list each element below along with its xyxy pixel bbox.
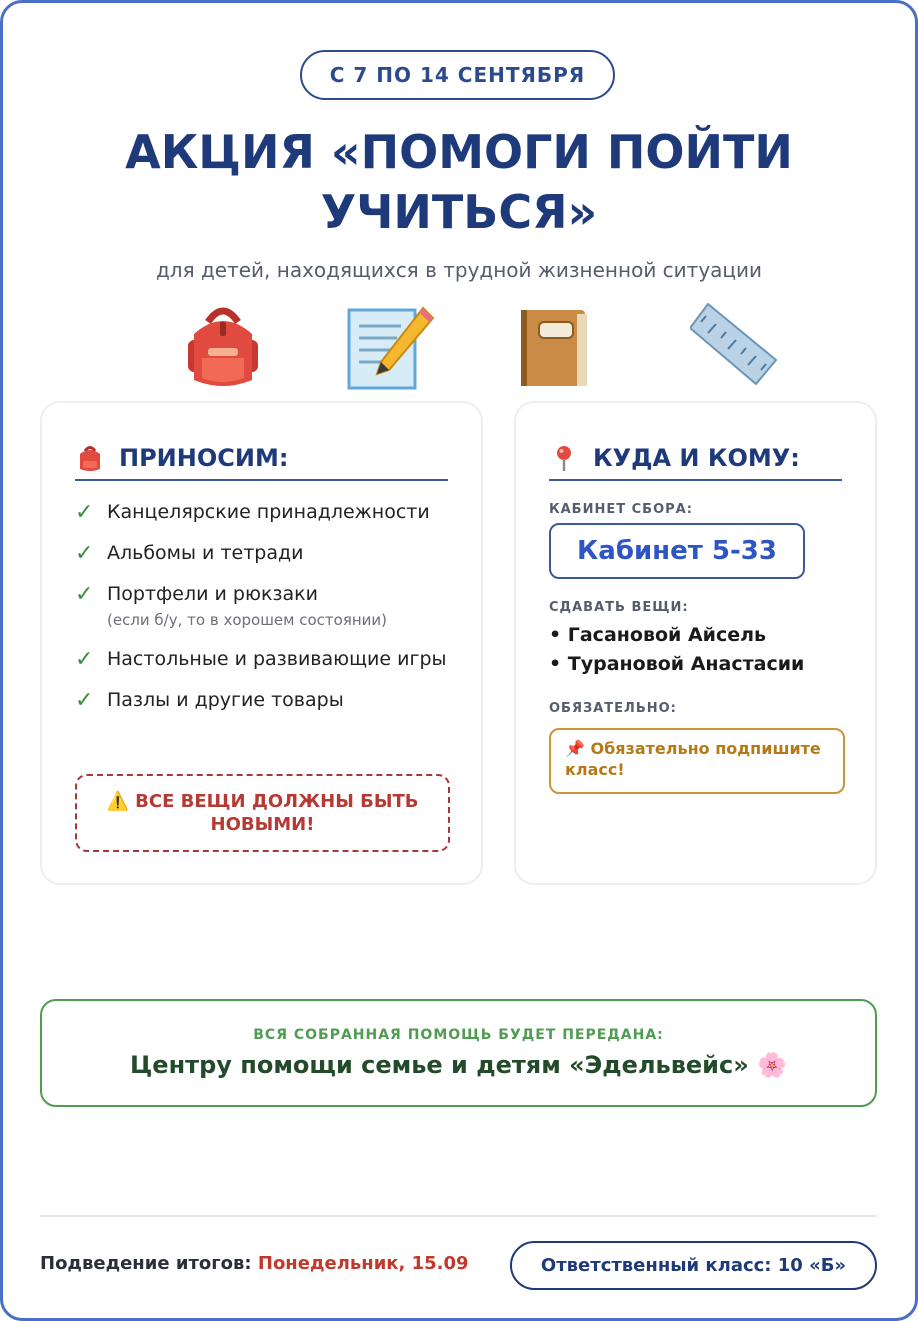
results-line: Подведение итогов: Понедельник, 15.09	[40, 1253, 469, 1274]
page-subtitle: для детей, находящихся в трудной жизненной ситуации	[155, 258, 763, 282]
page-title: АКЦИЯ «ПОМОГИ ПОЙТИ УЧИТЬСЯ»	[125, 125, 793, 239]
new-items-warning: ⚠️ ВСЕ ВЕЩИ ДОЛЖНЫ БЫТЬ НОВЫМИ!	[75, 774, 450, 852]
memo-pencil-icon	[345, 300, 435, 392]
date-badge: С 7 ПО 14 СЕНТЯБРЯ	[300, 50, 615, 100]
list-item: • Турановой Анастасии	[549, 653, 805, 675]
room-label: КАБИНЕТ СБОРА:	[549, 502, 693, 517]
handover-box	[40, 999, 877, 1107]
bring-list	[75, 499, 461, 728]
divider	[40, 1215, 877, 1217]
list-item: ✓ Настольные и развивающие игры	[75, 647, 447, 672]
ruler-icon	[690, 300, 780, 392]
check-icon: ✓	[75, 500, 94, 525]
item-note: (если б/у, то в хорошем состоянии)	[107, 611, 387, 629]
handover-box-text: Центру помощи семье и детям «Эдельвейс» 🌸	[130, 1051, 787, 1079]
list-item: ✓ Альбомы и тетради	[75, 541, 304, 566]
responsible-class-badge: Ответственный класс: 10 «Б»	[510, 1241, 877, 1290]
list-item: • Гасановой Айсель	[549, 624, 767, 646]
sign-class-note: 📌 Обязательно подпишите класс!	[549, 728, 845, 794]
results-date: Понедельник, 15.09	[257, 1253, 469, 1274]
check-icon: ✓	[75, 582, 94, 607]
handover-label: СДАВАТЬ ВЕЩИ:	[549, 600, 689, 615]
check-icon: ✓	[75, 688, 94, 713]
check-icon: ✓	[75, 647, 94, 672]
notebook-icon	[517, 300, 607, 392]
recipients-list	[549, 621, 804, 679]
bring-card	[40, 401, 483, 885]
where-heading: КУДА И КОМУ:	[549, 437, 842, 481]
backpack-icon	[178, 300, 268, 392]
pin-icon	[549, 443, 579, 473]
check-icon: ✓	[75, 541, 94, 566]
backpack-icon	[75, 443, 105, 473]
room-badge: Кабинет 5-33	[549, 523, 805, 579]
handover-box-label: ВСЯ СОБРАННАЯ ПОМОЩЬ БУДЕТ ПЕРЕДАНА:	[253, 1027, 664, 1043]
bring-heading: ПРИНОСИМ:	[75, 437, 448, 481]
list-item: ✓ Канцелярские принадлежности	[75, 500, 430, 525]
where-card	[514, 401, 877, 885]
mandatory-label: ОБЯЗАТЕЛЬНО:	[549, 701, 677, 716]
list-item: ✓ Портфели и рюкзаки (если б/у, то в хорошем состоянии)	[75, 581, 461, 632]
list-item: ✓ Пазлы и другие товары	[75, 688, 344, 713]
